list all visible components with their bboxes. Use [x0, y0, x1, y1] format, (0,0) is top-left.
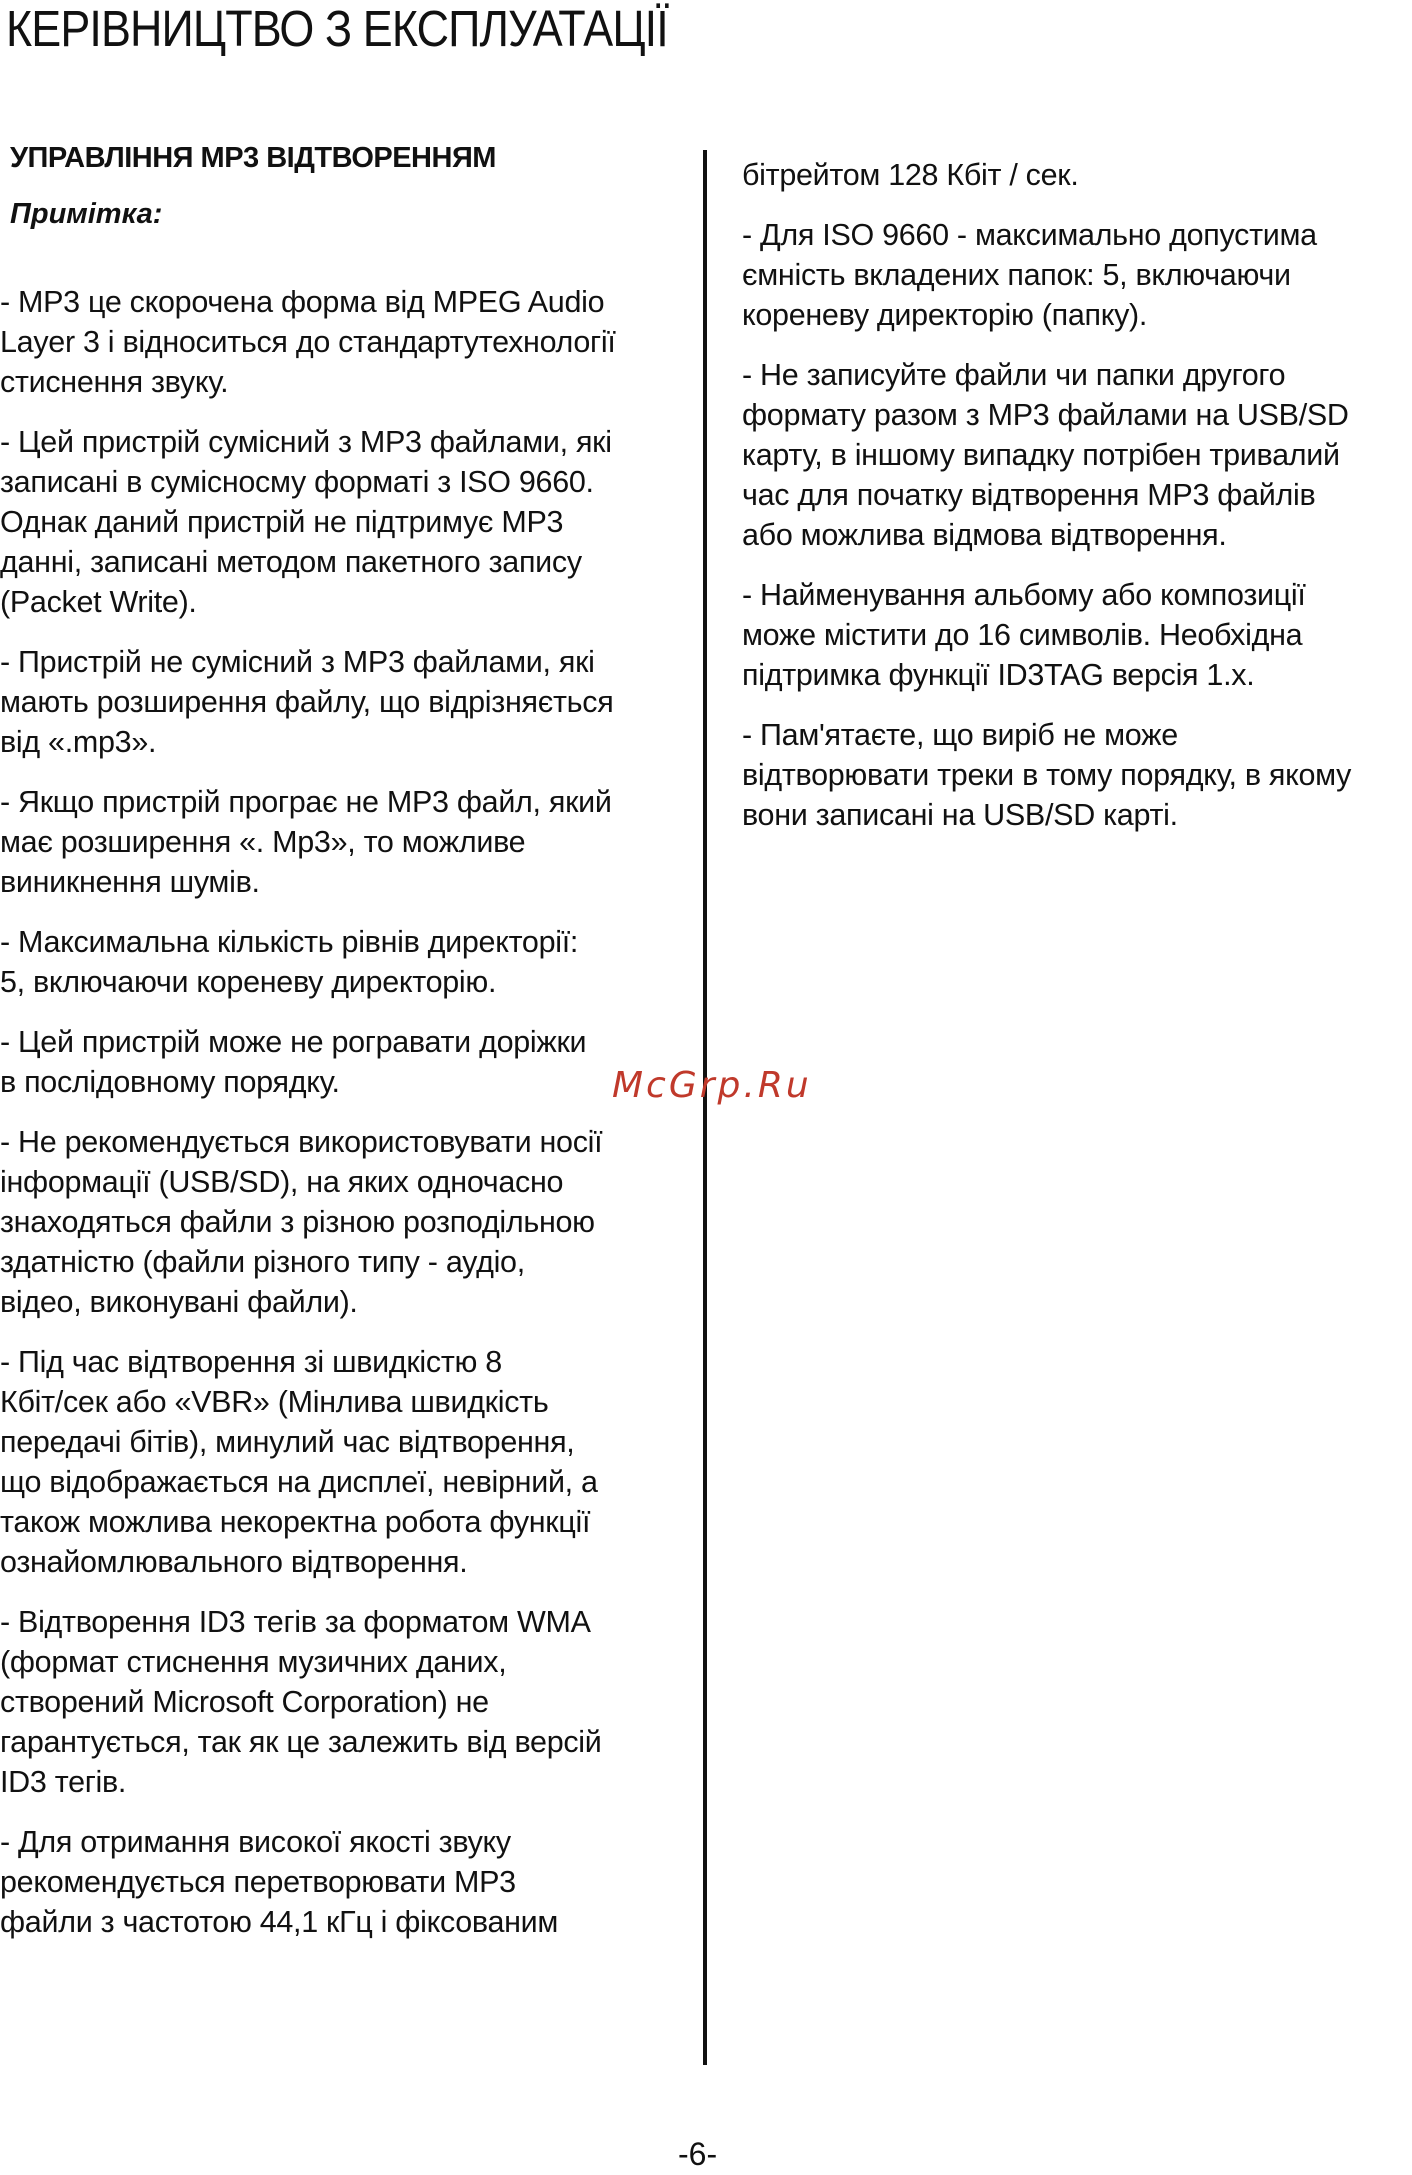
paragraph-other-formats: - Не записуйте файли чи папки другого формату разом з МР3 файлами на USB/SD карту, в іншому випадку потрібен тривалий час для початку відтворення МР3 файлів або можлива відмова відтворення.: [742, 358, 1349, 552]
paragraph-media-recommendation: - Не рекомендується використовувати носії інформації (USB/SD), на яких одночасно знаходяться файли з різною розподільною здатністю (файли різного типу - аудіо, відео, виконувані файли).: [0, 1125, 603, 1319]
page-title: КЕРІВНИЦТВО З ЕКСПЛУАТАЦІЇ: [6, 0, 668, 57]
right-column: [742, 155, 1412, 855]
paragraph-id3-wma: - Відтворення ID3 тегів за форматом WMA (формат стиснення музичних даних, створений Microsoft Corporation) не гарантується, так як це залежить від версій ID3 тегів.: [0, 1605, 602, 1799]
paragraph-vbr: - Під час відтворення зі швидкістю 8 Кбіт/сек або «VBR» (Мінлива швидкість передачі бітів), минулий час відтворення, що відображається на дисплеї, невірний, а також можлива некоректна робота функції ознайомлювального відтворення.: [0, 1345, 598, 1579]
watermark: McGrp.Ru: [612, 1065, 812, 1106]
paragraph-playback-order: - Пам'ятаєте, що виріб не може відтворювати треки в тому порядку, в якому вони записані на USB/SD карті.: [742, 718, 1352, 832]
paragraph-album-name: - Найменування альбому або композиції може містити до 16 символів. Необхідна підтримка функції ID3TAG версія 1.х.: [742, 578, 1306, 692]
paragraph-quality: - Для отримання високої якості звуку рекомендується перетворювати МР3 файли з частотою 44,1 кГц і фіксованим: [0, 1825, 559, 1939]
paragraph-bitrate: бітрейтом 128 Кбіт / сек.: [742, 158, 1079, 192]
paragraph-track-order: - Цей пристрій може не рогравати доріжки в послідовному порядку.: [0, 1025, 587, 1099]
paragraph-noise: - Якщо пристрій програє не МР3 файл, який має розширення «. Mp3», то можливе виникнення шумів.: [0, 785, 612, 899]
page-number: -6-: [678, 2136, 718, 2172]
paragraph-iso9660-compat: - Цей пристрій сумісний з МР3 файлами, які записані в сумісносму форматі з ISO 9660. Однак даний пристрій не підтримує МР3 данні, записані методом пакетного запису (Packet Write).: [0, 425, 612, 619]
section-heading: УПРАВЛІННЯ МР3 ВІДТВОРЕННЯМ: [10, 142, 496, 174]
paragraph-directory-levels: - Максимальна кількість рівнів директорії: 5, включаючи кореневу директорію.: [0, 925, 579, 999]
column-divider: [703, 150, 707, 2065]
paragraph-extension: - Пристрій не сумісний з МР3 файлами, які мають розширення файлу, що відрізняється від «.mp3».: [0, 645, 614, 759]
paragraph-iso9660-folders: - Для ISO 9660 - максимально допустима ємність вкладених папок: 5, включаючи кореневу директорію (папку).: [742, 218, 1317, 332]
paragraph-mp3-definition: - МР3 це скорочена форма від MPEG Audio Layer 3 і відноситься до стандартутехнології стиснення звуку.: [0, 285, 616, 399]
note-label: Примітка:: [10, 198, 163, 230]
left-column: [0, 140, 690, 1962]
